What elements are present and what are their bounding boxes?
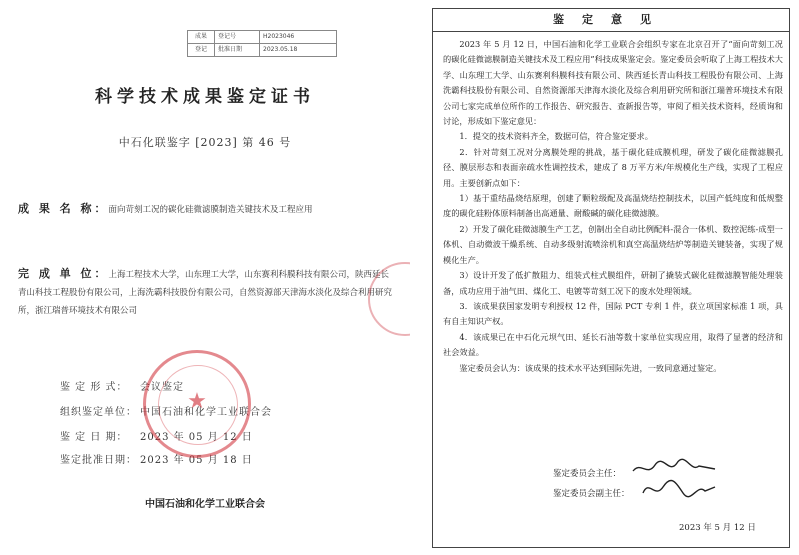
- opinion-paragraph: 鉴定委员会认为：该成果的技术水平达到国际先进，一致同意通过鉴定。: [459, 362, 722, 373]
- opinion-box: [432, 8, 790, 548]
- registry-value: H2023046: [260, 31, 337, 44]
- completing-units-label: 完 成 单 位：: [18, 267, 109, 280]
- info-row: [60, 451, 253, 466]
- registry-row: [188, 44, 337, 57]
- opinion-paragraph: 2）开发了碳化硅微滤膜生产工艺，创制出全自动比例配料-混合一体机、数控泥练-成型一体机、自动微波干燥系统、自动多级射流喷涂机和真空高温烧结炉等制造关键装备，实现了规模化生产。: [443, 223, 783, 265]
- opinion-paragraph: 2023 年 5 月 12 日，中国石油和化学工业联合会组织专家在北京召开了“面向苛刻工况的碳化硅微滤膜制造关键技术及工程应用”科技成果鉴定会。鉴定委员会听取了上海工程技术大学、山东理工大学、山东赛利科膜科技有限公司、陕西延长青山科技工程股份有限公司、上海洗霸科技股份有限公司、自然资源部天津海水淡化及综合利用研究所和浙江瑞普环境技术有限公司七家完成单位所作的工作报告、研究报告、查新报告等，审阅了相关技术资料，经质询和讨论，形成如下鉴定意见：: [443, 39, 783, 127]
- opinion-date: 2023 年 5 月 12 日: [679, 523, 756, 533]
- registry-table: [187, 30, 337, 57]
- seal-star-icon: ★: [187, 389, 207, 414]
- opinion-paragraph: 1．提交的技术资料齐全，数据可信，符合鉴定要求。: [459, 131, 653, 142]
- info-value: 2023 年 05 月 18 日: [140, 455, 253, 466]
- issuer: 中国石油和化学工业联合会: [145, 499, 265, 510]
- registry-group: 成果: [188, 31, 215, 44]
- info-value: 中国石油和化学工业联合会: [140, 407, 272, 418]
- opinion-paragraph: 1）基于重结晶烧结原理，创建了颗粒级配及高温烧结控制技术，以国产低纯度和低规整度的碳化硅粉体原料制备出高通量、耐酸碱的碳化硅微滤膜。: [443, 193, 783, 219]
- achievement-name: [18, 197, 398, 216]
- registry-row: [188, 31, 337, 44]
- registry-value: 2023.05.18: [260, 44, 337, 57]
- certificate-number: 中石化联鉴字 [2023] 第 46 号: [118, 136, 292, 149]
- registry-label: 登记号: [215, 31, 260, 44]
- chair-signature: [629, 457, 719, 479]
- opinion-paragraph: 3．该成果获国家发明专利授权 12 件，国际 PCT 专利 1 件，获立项国家标准 1 项，具有自主知识产权。: [443, 300, 783, 327]
- chair-signature-label: 鉴定委员会主任：: [553, 469, 622, 479]
- opinion-paragraph: 2．针对苛刻工况对分离膜处理的挑战，基于碳化硅成膜机理，研发了碳化硅微滤膜孔径、膜层形态和表面亲疏水性调控技术，建成了 8 万平方米/年规模化生产线，实现了工程应用。主要创新点如下：: [443, 146, 783, 188]
- info-value: 2023 年 05 月 12 日: [140, 432, 253, 443]
- vice-chair-signature-label: 鉴定委员会副主任：: [553, 489, 630, 499]
- registry-group: 登记: [188, 44, 215, 57]
- info-key: 组织鉴定单位：: [60, 407, 137, 418]
- red-seal-stamp: [143, 350, 251, 458]
- certificate-title: 科学技术成果鉴定证书: [95, 87, 315, 107]
- info-key: 鉴 定 日 期：: [60, 432, 128, 443]
- registry-label: 批准日期: [215, 44, 260, 57]
- achievement-name-label: 成 果 名 称：: [18, 202, 109, 215]
- opinion-heading: 鉴定意见: [433, 9, 789, 32]
- opinion-body: [443, 37, 783, 376]
- completing-units: [18, 265, 393, 320]
- opinion-paragraph: 3）设计开发了低扩散阻力、组装式柱式膜组件，研制了撬装式碳化硅微滤膜智能处理装备，成功应用于油气田、煤化工、电镀等苛刻工况下的废水处理领域。: [443, 270, 783, 296]
- info-key: 鉴定批准日期：: [60, 455, 137, 466]
- vice-chair-signature: [639, 477, 719, 501]
- info-key: 鉴 定 形 式：: [60, 382, 128, 393]
- achievement-name-value: 面向苛刻工况的碳化硅微滤膜制造关键技术及工程应用: [108, 205, 313, 215]
- info-value: 会议鉴定: [140, 382, 184, 393]
- opinion-paragraph: 4．该成果已在中石化元坝气田、延长石油等数十家单位实现应用，取得了显著的经济和社会效益。: [443, 331, 783, 358]
- completing-units-value: 上海工程技术大学，山东理工大学，山东赛利科膜科技有限公司，陕西延长青山科技工程股份有限公司，上海洗霸科技股份有限公司，自然资源部天津海水淡化及综合利用研究所，浙江瑞普环境技术有限公司: [18, 270, 393, 316]
